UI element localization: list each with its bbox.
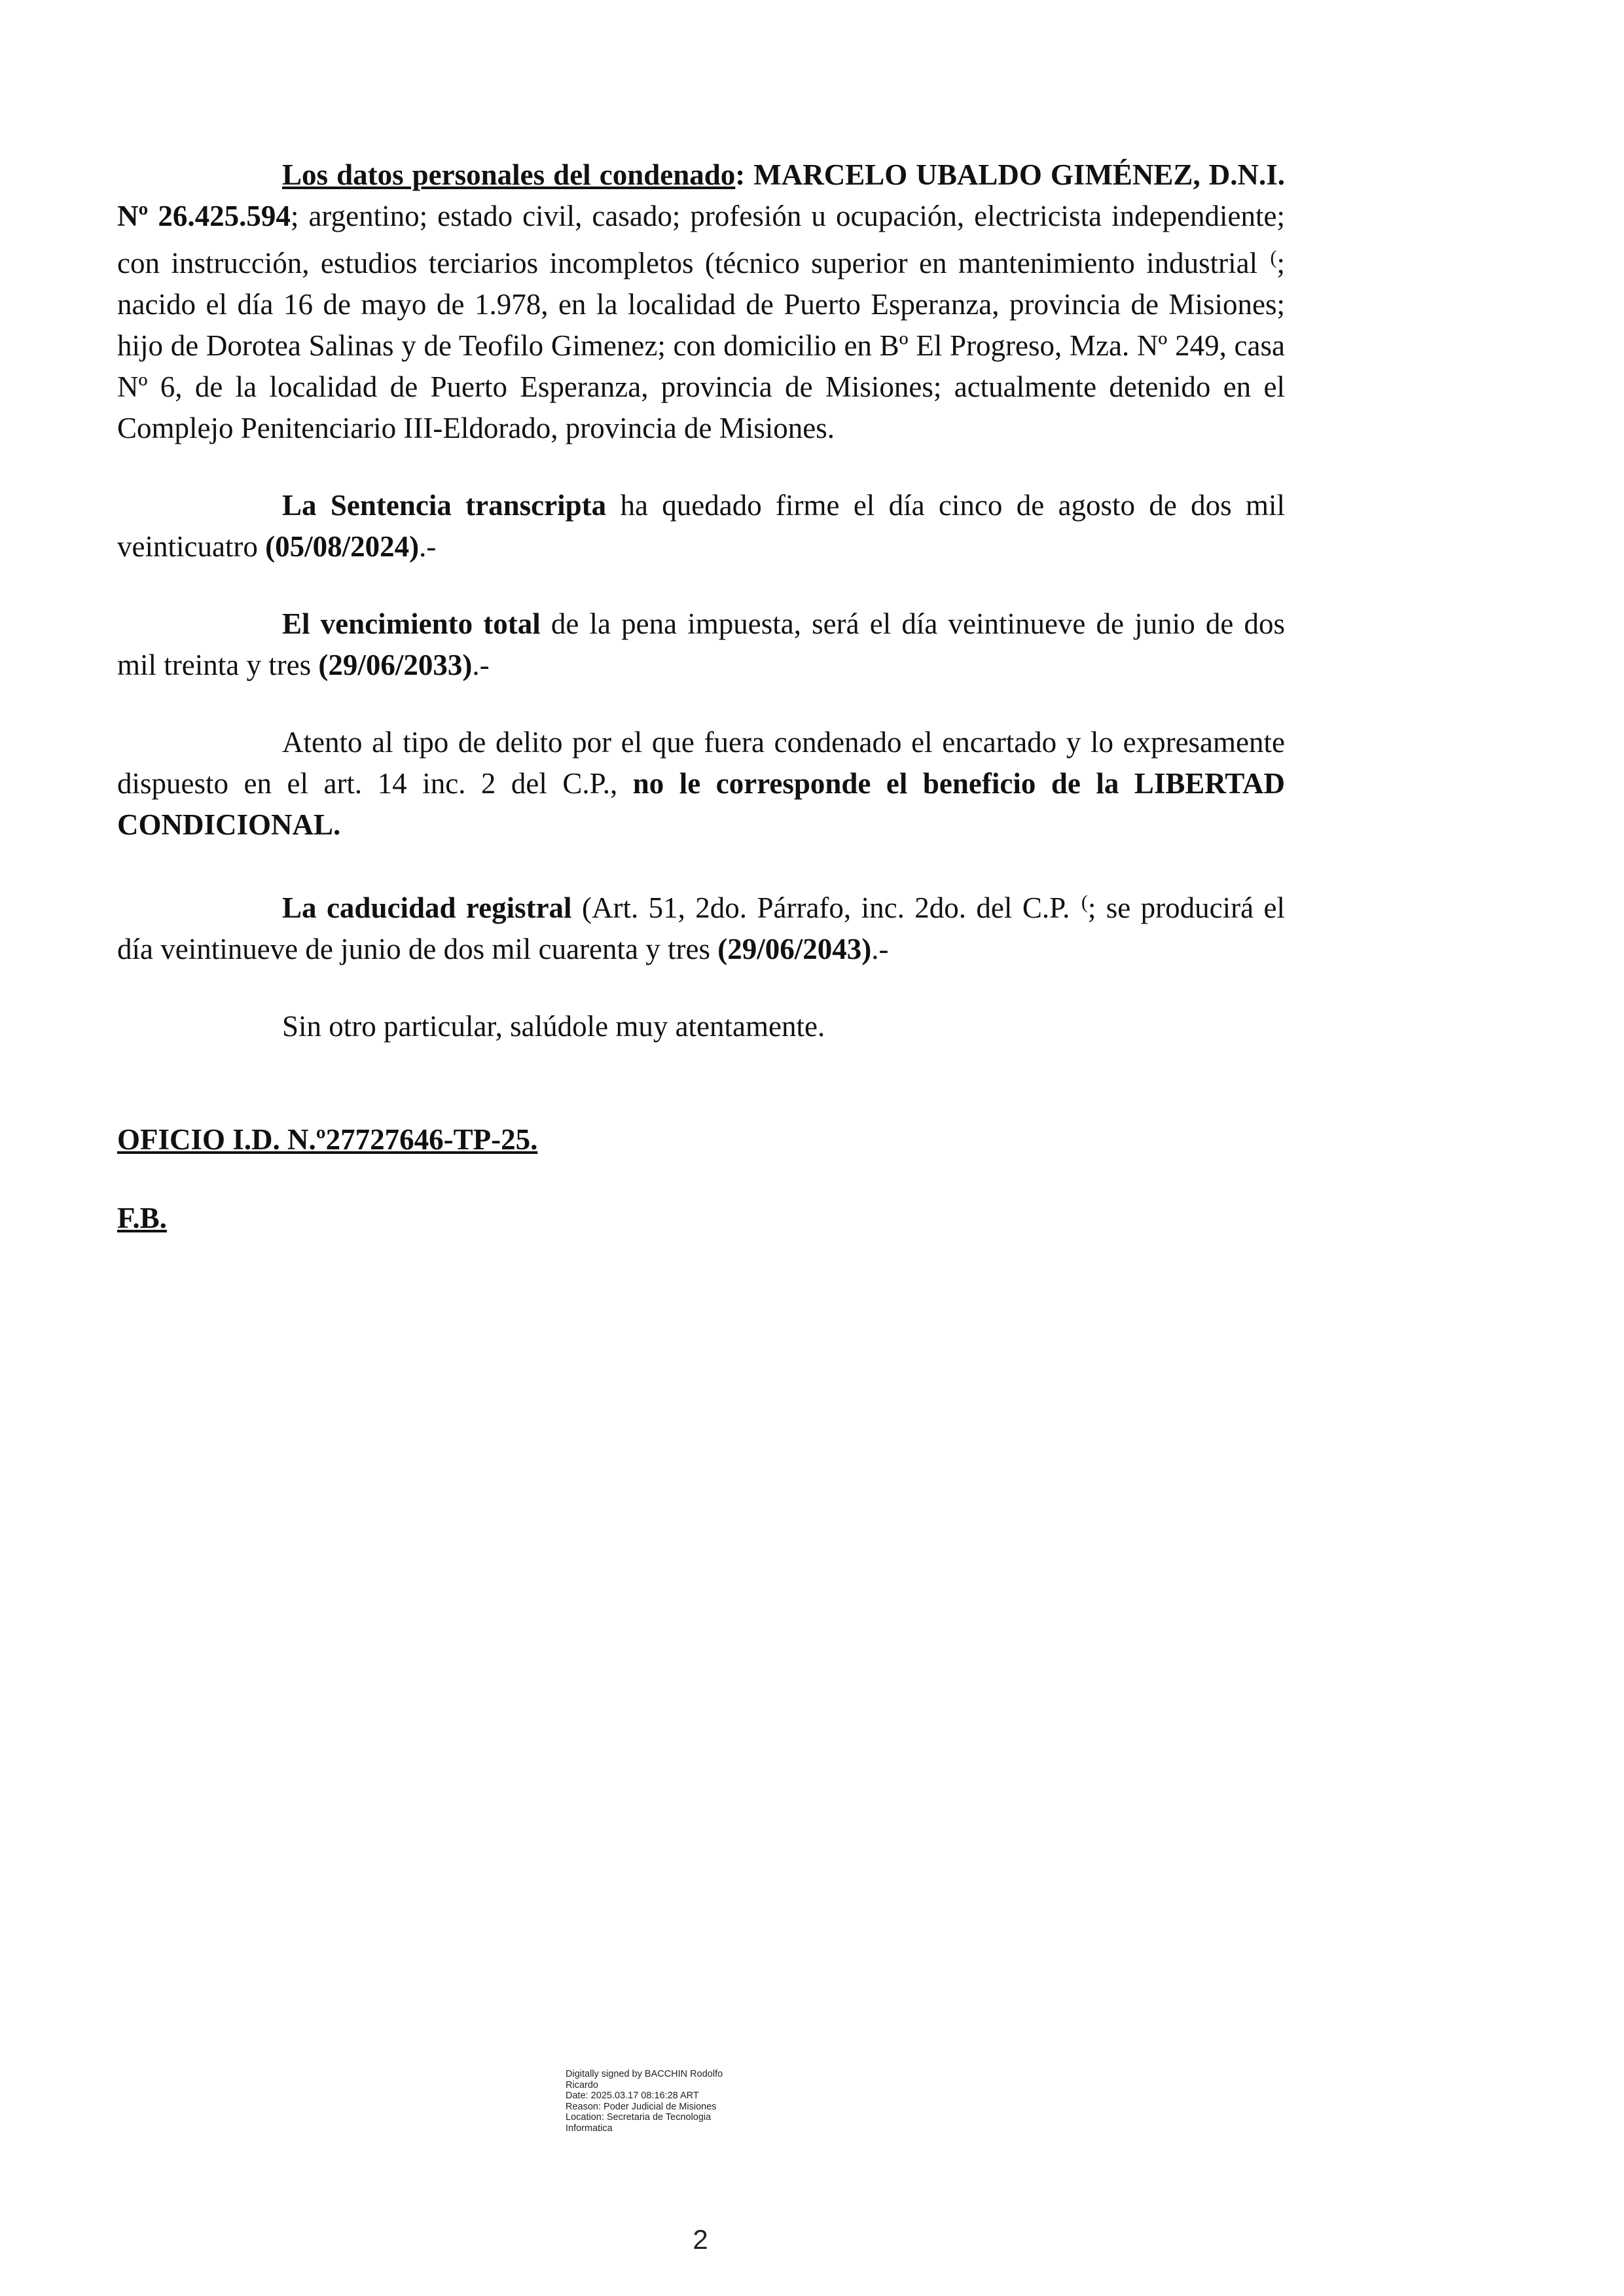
signature-line: Reason: Poder Judicial de Misiones <box>566 2101 717 2112</box>
paragraph-parole <box>117 722 1285 846</box>
signature-line: Location: Secretaria de Tecnologia <box>566 2112 712 2123</box>
paragraph-personal-data <box>117 154 1285 449</box>
paren-glyph: ( <box>1081 891 1088 913</box>
signature-line: Informatica <box>566 2123 613 2134</box>
sentence-lead: La Sentencia transcripta <box>282 489 607 522</box>
parole-bold-tail: no le corresponde el beneficio de la LIBERTAD CONDICIONAL. <box>117 767 1286 841</box>
expiration-tail: .- <box>472 649 490 681</box>
paragraph-closing <box>117 1006 1285 1047</box>
registry-date: (29/06/2043) <box>717 933 872 965</box>
sentence-text: ha quedado firme el día cinco de agosto de dos mil veinticuatro <box>117 489 1285 563</box>
paragraph-expiration <box>117 603 1285 686</box>
convict-name-dni: : MARCELO UBALDO GIMÉNEZ, D.N.I. Nº 26.425.594 <box>117 158 1285 232</box>
registry-lead: La caducidad registral <box>282 891 572 924</box>
initials: F.B. <box>117 1202 167 1234</box>
digital-signature-block <box>566 2069 762 2134</box>
registry-text-b: ; se producirá el día veintinueve de junio de dos mil cuarenta y tres <box>117 891 1285 965</box>
paragraph-registry-expiry <box>117 882 1285 970</box>
registry-tail: .- <box>871 933 889 965</box>
closing-text: Sin otro particular, salúdole muy atentamente. <box>282 1010 825 1043</box>
personal-data-text-a: ; argentino; estado civil, casado; profesión u ocupación, electricista independiente; con instrucción, estudios terciarios incompletos (técnico superior en mantenimiento industrial <box>117 200 1285 279</box>
parole-text: Atento al tipo de delito por el que fuera condenado el encartado y lo expresamente dispuesto en el art. 14 inc. 2 del C.P., <box>117 726 1285 800</box>
office-reference: OFICIO I.D. N.º27727646-TP-25. <box>117 1123 538 1156</box>
page-number: 2 <box>693 2224 708 2255</box>
signature-line: Digitally signed by BACCHIN Rodolfo <box>566 2069 723 2079</box>
sentence-tail: .- <box>419 530 437 563</box>
document-body <box>117 154 1285 1083</box>
paragraph-sentence-final <box>117 485 1285 567</box>
registry-text-a: (Art. 51, 2do. Párrafo, inc. 2do. del C.P. <box>571 891 1080 924</box>
expiration-text: de la pena impuesta, será el día veintinueve de junio de dos mil treinta y tres <box>117 607 1285 681</box>
expiration-date: (29/06/2033) <box>318 649 473 681</box>
paren-glyph: ( <box>1270 247 1277 268</box>
signature-line: Ricardo <box>566 2079 598 2090</box>
personal-data-text-b: ; nacido el día 16 de mayo de 1.978, en la localidad de Puerto Esperanza, provincia de Misiones; hijo de Dorotea Salinas y de Teofilo Gimenez; con domicilio en Bº El Progreso, Mza. Nº 249, casa Nº 6, de la localidad de Puerto Esperanza, provincia de Misiones; actualmente detenido en el Complejo Penitenciario III-Eldorado, provincia de Misiones. <box>117 247 1285 444</box>
signature-line: Date: 2025.03.17 08:16:28 ART <box>566 2090 699 2101</box>
sentence-date: (05/08/2024) <box>265 530 420 563</box>
personal-data-heading: Los datos personales del condenado <box>282 158 736 191</box>
expiration-lead: El vencimiento total <box>282 607 541 640</box>
